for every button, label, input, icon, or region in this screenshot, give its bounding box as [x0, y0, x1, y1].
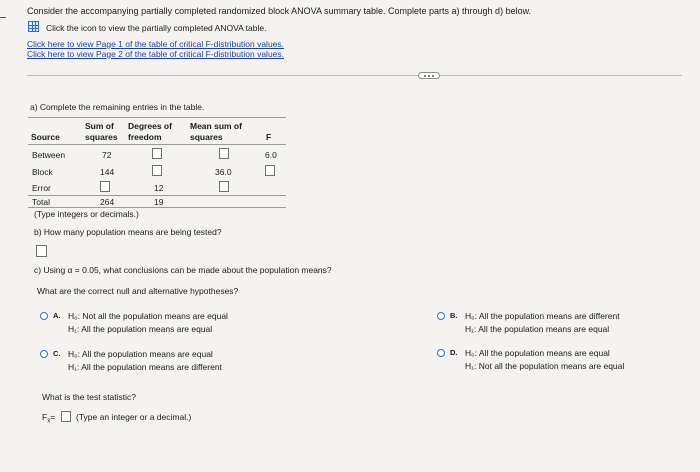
option-b-radio[interactable]	[437, 312, 445, 320]
test-statistic-question: What is the test statistic?	[42, 392, 137, 402]
row-block-ms: 36.0	[215, 167, 232, 177]
option-d-letter: D.	[450, 348, 458, 357]
stat-equals: =	[50, 412, 56, 422]
row-between-source: Between	[32, 150, 66, 160]
row-error-source: Error	[32, 183, 51, 193]
header-ms-line2: squares	[190, 132, 223, 142]
icon-instruction: Click the icon to view the partially completed ANOVA table.	[46, 23, 267, 33]
part-c-prompt: c) Using α = 0.05, what conclusions can be made about the population means?	[34, 265, 332, 275]
option-b-h1[interactable]: H₁: All the population means are equal	[465, 324, 610, 334]
population-means-count-input[interactable]	[36, 245, 47, 257]
part-a-prompt: a) Complete the remaining entries in the table.	[30, 102, 205, 112]
option-c-radio[interactable]	[40, 350, 48, 358]
option-c-h1[interactable]: H₁: All the population means are different	[68, 362, 222, 372]
stat-f-symbol: F	[42, 412, 48, 422]
header-ss-line1: Sum of	[85, 121, 114, 131]
row-between-f: 6.0	[265, 150, 277, 160]
expand-more-icon[interactable]	[418, 72, 440, 79]
part-a-note: (Type integers or decimals.)	[34, 209, 139, 219]
left-edge-mark	[0, 17, 6, 18]
table-header-rule	[28, 144, 286, 145]
header-f: F	[266, 132, 272, 142]
option-c-letter: C.	[53, 349, 61, 358]
table-icon[interactable]	[28, 21, 39, 32]
row-total-source: Total	[32, 197, 50, 207]
table-bottom-rule	[28, 207, 286, 208]
row-total-df: 19	[154, 197, 164, 207]
f-table-page2-link[interactable]: Click here to view Page 2 of the table of critical F-distribution values.	[27, 49, 285, 59]
option-c-h0[interactable]: H₀: All the population means are equal	[68, 349, 213, 359]
header-df-line2: freedom	[128, 132, 162, 142]
header-ss-line2: squares	[85, 132, 118, 142]
header-source: Source	[31, 132, 60, 142]
error-ss-input[interactable]	[100, 181, 110, 192]
block-f-input[interactable]	[265, 165, 275, 176]
between-df-input[interactable]	[152, 148, 162, 159]
option-b-h0[interactable]: H₀: All the population means are different	[465, 311, 620, 321]
header-df-line1: Degrees of	[128, 121, 172, 131]
option-a-h1[interactable]: H₁: All the population means are equal	[68, 324, 213, 334]
option-d-radio[interactable]	[437, 349, 445, 357]
between-ms-input[interactable]	[219, 148, 229, 159]
section-divider	[27, 75, 682, 76]
row-between-ss: 72	[102, 150, 112, 160]
option-d-h1[interactable]: H₁: Not all the population means are equal	[465, 361, 625, 371]
f-table-page1-link[interactable]: Click here to view Page 1 of the table of critical F-distribution values.	[27, 39, 285, 49]
row-block-ss: 144	[100, 167, 115, 177]
header-ms-line1: Mean sum of	[190, 121, 242, 131]
stat-subscript: x̄	[47, 418, 51, 425]
row-total-ss: 264	[100, 197, 115, 207]
row-error-df: 12	[154, 183, 164, 193]
table-top-rule	[28, 117, 286, 118]
option-a-radio[interactable]	[40, 312, 48, 320]
option-b-letter: B.	[450, 311, 458, 320]
table-total-rule	[28, 195, 286, 196]
hypotheses-question: What are the correct null and alternative hypotheses?	[37, 286, 239, 296]
part-b-prompt: b) How many population means are being tested?	[34, 227, 222, 237]
option-a-letter: A.	[53, 311, 61, 320]
test-statistic-label	[42, 412, 55, 425]
option-a-h0[interactable]: H₀: Not all the population means are equal	[68, 311, 228, 321]
test-statistic-input[interactable]	[61, 411, 71, 422]
row-block-source: Block	[32, 167, 53, 177]
error-ms-input[interactable]	[219, 181, 229, 192]
test-statistic-hint: (Type an integer or a decimal.)	[76, 412, 192, 422]
block-df-input[interactable]	[152, 165, 162, 176]
option-d-h0[interactable]: H₀: All the population means are equal	[465, 348, 610, 358]
intro-text: Consider the accompanying partially completed randomized block ANOVA summary table. Complete parts a) through d) below.	[27, 6, 532, 16]
